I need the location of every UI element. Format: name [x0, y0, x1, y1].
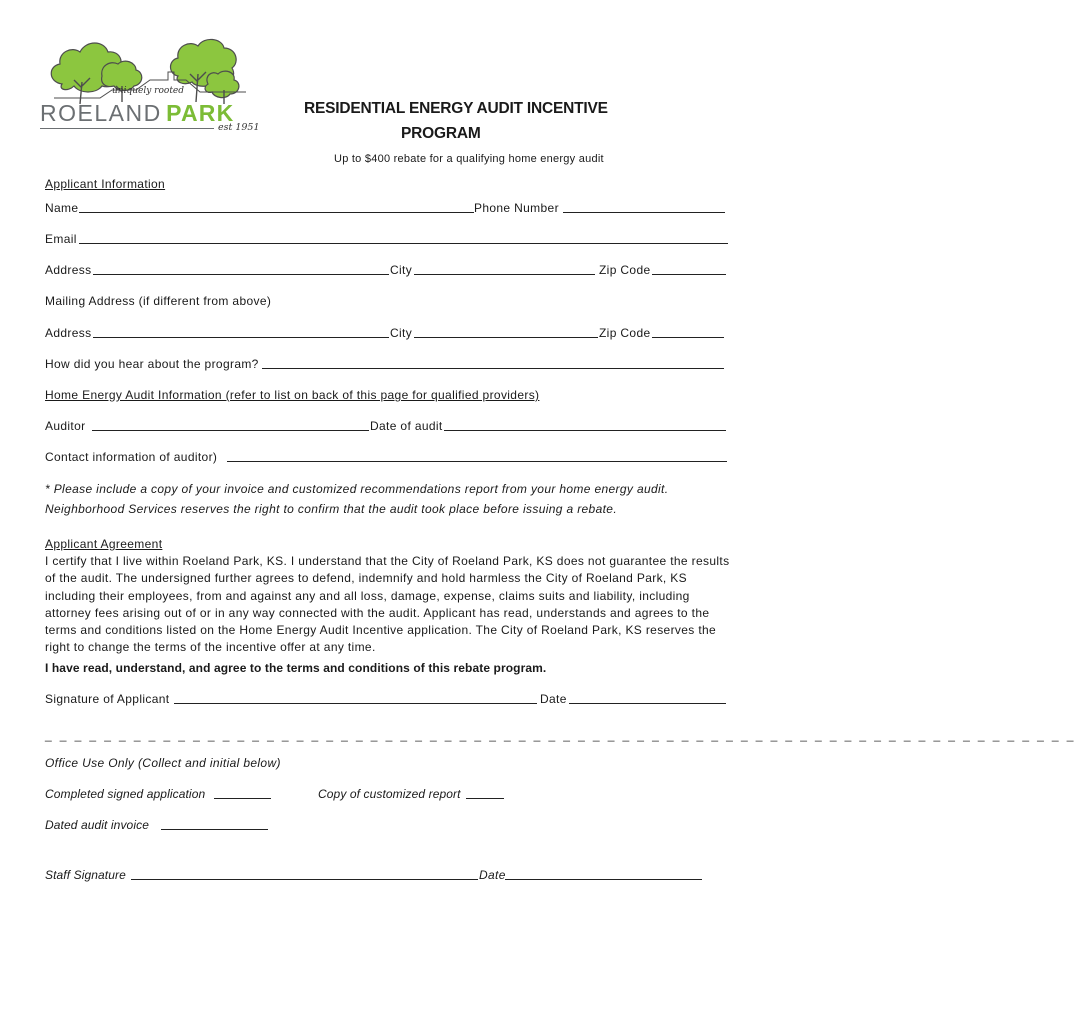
page-subtitle: Up to $400 rebate for a qualifying home energy audit	[334, 153, 604, 165]
logo-established: est 1951	[218, 122, 260, 133]
office-use-title: Office Use Only (Collect and initial below)	[45, 756, 281, 770]
verification-note: Neighborhood Services reserves the right to confirm that the audit took place before issuing a rebate.	[45, 502, 618, 516]
mailing-address-label: Address	[45, 326, 92, 340]
roeland-park-logo	[40, 36, 260, 140]
dated-invoice-field[interactable]	[161, 829, 268, 830]
signature-date-label: Date	[540, 692, 567, 706]
auditor-label: Auditor	[45, 419, 86, 433]
applicant-signature-field[interactable]	[174, 703, 537, 704]
staff-date-label: Date	[479, 868, 506, 882]
completed-application-field[interactable]	[214, 798, 271, 799]
staff-signature-field[interactable]	[131, 879, 478, 880]
email-field[interactable]	[79, 243, 728, 244]
phone-field[interactable]	[563, 212, 725, 213]
city-label: City	[390, 263, 413, 277]
agreement-title: Applicant Agreement	[45, 537, 163, 551]
staff-signature-label: Staff Signature	[45, 868, 126, 882]
mailing-city-field[interactable]	[414, 337, 598, 338]
customized-report-field[interactable]	[466, 798, 504, 799]
mailing-zip-field[interactable]	[652, 337, 724, 338]
page-title-line-2: PROGRAM	[401, 125, 481, 142]
address-field[interactable]	[93, 274, 389, 275]
mailing-address-heading: Mailing Address (if different from above)	[45, 294, 272, 308]
email-label: Email	[45, 232, 77, 246]
mailing-address-field[interactable]	[93, 337, 389, 338]
applicant-signature-label: Signature of Applicant	[45, 692, 170, 706]
zip-label: Zip Code	[599, 263, 651, 277]
name-field[interactable]	[79, 212, 474, 213]
auditor-contact-field[interactable]	[227, 461, 727, 462]
customized-report-label: Copy of customized report	[318, 787, 461, 801]
logo-name-roeland: ROELAND	[40, 100, 162, 126]
logo-wordmark	[40, 100, 234, 127]
address-label: Address	[45, 263, 92, 277]
completed-application-label: Completed signed application	[45, 787, 206, 801]
page-title-line-1: RESIDENTIAL ENERGY AUDIT INCENTIVE	[304, 100, 608, 117]
audit-date-label: Date of audit	[370, 419, 443, 433]
audit-section-title: Home Energy Audit Information (refer to list on back of this page for qualified providers)	[45, 388, 540, 402]
referral-label: How did you hear about the program?	[45, 357, 259, 371]
phone-label: Phone Number	[474, 201, 559, 215]
auditor-field[interactable]	[92, 430, 369, 431]
applicant-section-title: Applicant Information	[45, 177, 166, 191]
audit-date-field[interactable]	[444, 430, 726, 431]
agreement-text: I certify that I live within Roeland Park, KS. I understand that the City of Roeland Park, KS does not guarantee the results of the audit. The undersigned further agrees to defend, indemnify and hold harmless the City of Roeland Park, KS including their employees, from and against any and all loss, damage, expense, claims suits and liability, including attorney fees arising out of or in any way connected with the audit. Applicant has read, understands and agrees to the terms and conditions listed on the Home Energy Audit Incentive application. The City of Roeland Park, KS reserves the right to change the terms of the incentive offer at any time.	[45, 554, 730, 655]
mailing-city-label: City	[390, 326, 413, 340]
auditor-contact-label: Contact information of auditor)	[45, 450, 218, 464]
logo-tagline: uniquely rooted	[112, 86, 185, 96]
logo-name-park: PARK	[166, 100, 235, 126]
logo-underline	[40, 128, 214, 129]
name-label: Name	[45, 201, 79, 215]
zip-field[interactable]	[652, 274, 726, 275]
agreement-acknowledgement: I have read, understand, and agree to the terms and conditions of this rebate program.	[45, 661, 547, 675]
dated-invoice-label: Dated audit invoice	[45, 818, 149, 832]
invoice-note: * Please include a copy of your invoice and customized recommendations report from your home energy audit.	[45, 482, 669, 496]
mailing-zip-label: Zip Code	[599, 326, 651, 340]
office-use-separator: _ _ _ _ _ _ _ _ _ _ _ _ _ _ _ _ _ _ _ _ _ _ _ _ _ _ _ _ _ _ _ _ _ _ _ _ _ _ _ _ _ _ _ _ _ _ _ _ _ _ _ _ _ _ _ _ _ _ _ _ _ _ _ _ _ _ _ _ _ _	[45, 728, 1076, 742]
city-field[interactable]	[414, 274, 595, 275]
referral-field[interactable]	[262, 368, 724, 369]
signature-date-field[interactable]	[569, 703, 726, 704]
staff-date-field[interactable]	[505, 879, 702, 880]
